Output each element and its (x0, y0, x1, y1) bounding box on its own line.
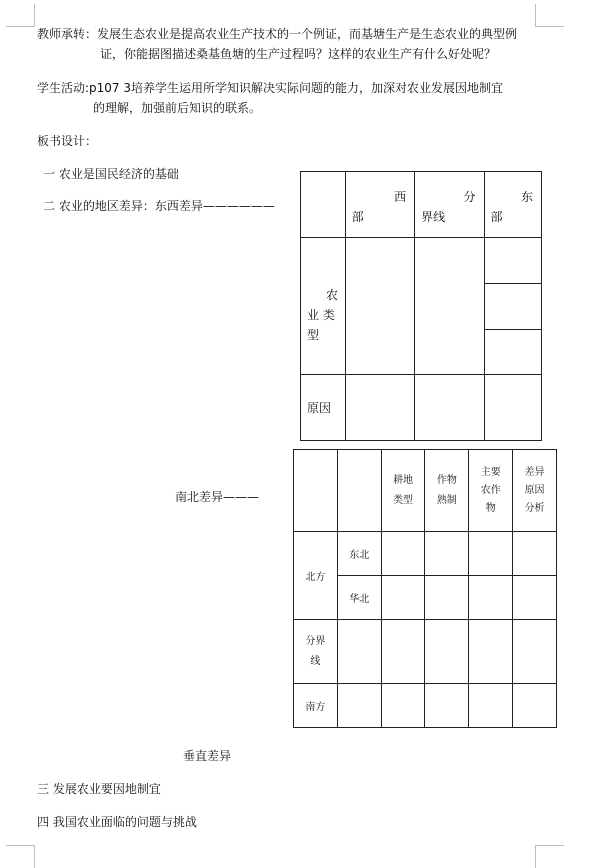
teacher-transition-label: 教师承转： (37, 27, 98, 41)
student-activity-label: 学生活动: (37, 81, 90, 95)
table-cell (425, 620, 469, 684)
row-label-agri-type-a: 农 (326, 288, 339, 302)
corner-cell (301, 172, 346, 238)
row-label-northeast: 东北 (337, 532, 381, 576)
table-cell (484, 330, 542, 375)
table-cell (469, 684, 513, 728)
row-label-north-china: 华北 (337, 576, 381, 620)
header-main-crops: 主要 农作 物 (469, 450, 513, 532)
table-cell (513, 620, 557, 684)
table-cell (469, 576, 513, 620)
row-label-north: 北方 (294, 532, 338, 620)
table-cell (425, 684, 469, 728)
table-cell (425, 576, 469, 620)
table-cell (469, 620, 513, 684)
header-west (345, 172, 414, 238)
table-cell (345, 375, 414, 441)
page-corner-mark (535, 845, 564, 868)
header-crop-rotation: 作物 熟制 (425, 450, 469, 532)
header-boundary-top: 分 (463, 190, 476, 204)
board-design-heading: 板书设计： (37, 134, 98, 148)
table-cell (425, 532, 469, 576)
outline-item-4: 四 我国农业面临的问题与挑战 (37, 815, 197, 829)
page-corner-mark (6, 4, 35, 27)
row-label-boundary: 分界 线 (294, 620, 338, 684)
header-east-bottom: 部 (490, 210, 503, 224)
header-east (484, 172, 542, 238)
table-cell (415, 238, 484, 375)
student-activity-text1: p107 3培养学生运用所学知识解决实际问题的能力，加深对农业发展因地制宜 (89, 81, 504, 95)
row-label-agri-type-c: 型 (307, 328, 320, 342)
header-east-top: 东 (520, 190, 533, 204)
table-cell (469, 532, 513, 576)
corner-cell (294, 450, 338, 532)
table-cell (513, 684, 557, 728)
table-cell (381, 576, 425, 620)
student-activity-line2: 的理解，加强前后知识的联系。 (93, 101, 262, 115)
table-cell (484, 375, 542, 441)
outline-item-2: 二 农业的地区差异：东西差异—————— (43, 199, 275, 213)
page-corner-mark (535, 4, 564, 27)
teacher-transition-line2: 证，你能据图描述桑基鱼塘的生产过程吗？这样的农业生产有什么好处呢？ (100, 47, 497, 61)
table-cell (415, 375, 484, 441)
outline-item-3: 三 发展农业要因地制宜 (37, 782, 161, 796)
table-cell (484, 284, 542, 330)
header-west-bottom: 部 (351, 210, 364, 224)
north-south-label: 南北差异——— (175, 490, 260, 504)
east-west-table (300, 171, 542, 441)
student-activity-line1 (37, 81, 503, 95)
header-boundary-bottom: 界线 (421, 210, 446, 224)
header-difference-analysis: 差异 原因 分析 (513, 450, 557, 532)
corner-cell (337, 450, 381, 532)
header-farmland-type: 耕地 类型 (381, 450, 425, 532)
north-south-table (293, 449, 557, 728)
table-cell (513, 532, 557, 576)
teacher-transition-line1 (37, 27, 517, 41)
row-label-south: 南方 (294, 684, 338, 728)
table-cell (381, 684, 425, 728)
teacher-transition-text1: 发展生态农业是提高农业生产技术的一个例证，而基塘生产是生态农业的典型例 (97, 27, 518, 41)
header-west-top: 西 (394, 190, 407, 204)
table-cell (337, 620, 381, 684)
vertical-difference-label: 垂直差异 (183, 749, 232, 763)
header-boundary (415, 172, 484, 238)
outline-item-1: 一 农业是国民经济的基础 (43, 167, 179, 181)
row-label-agri-type (301, 238, 346, 375)
table-cell (381, 620, 425, 684)
table-cell (484, 238, 542, 284)
row-label-reason: 原因 (301, 375, 346, 441)
table-cell (381, 532, 425, 576)
table-cell (345, 238, 414, 375)
page-corner-mark (6, 845, 35, 868)
row-label-agri-type-b: 业 类 (307, 308, 335, 322)
table-cell (337, 684, 381, 728)
table-cell (513, 576, 557, 620)
